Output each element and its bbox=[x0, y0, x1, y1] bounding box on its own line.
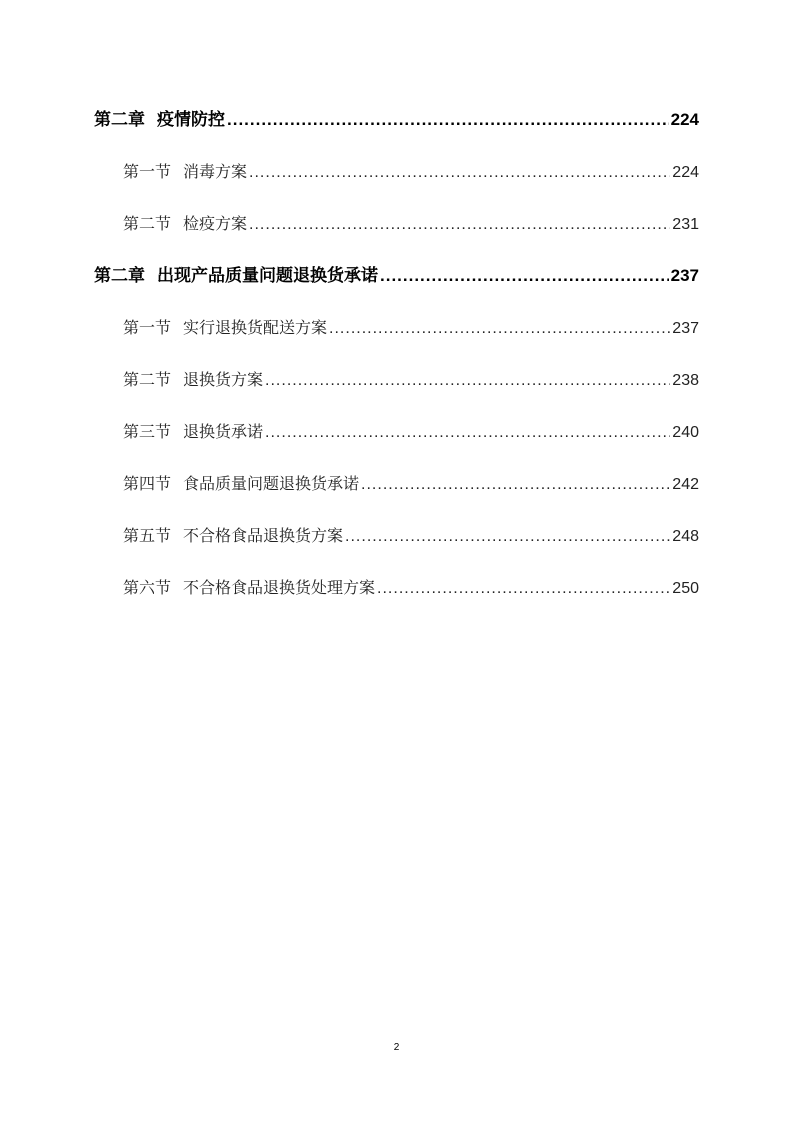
page-number: 2 bbox=[393, 1042, 400, 1053]
toc-entry-section[interactable] bbox=[94, 570, 699, 622]
toc-leader-dots bbox=[329, 311, 670, 347]
toc-leader-dots bbox=[265, 363, 670, 399]
toc-leader-dots bbox=[345, 519, 670, 555]
toc-entry-title: 不合格食品退换货处理方案 bbox=[183, 578, 376, 597]
toc-entry-label bbox=[123, 362, 263, 398]
toc-entry-title: 检疫方案 bbox=[183, 214, 248, 233]
toc-entry-prefix: 第五节 bbox=[123, 526, 172, 545]
toc-entry-section[interactable] bbox=[94, 310, 699, 362]
toc-entry-section[interactable] bbox=[94, 206, 699, 258]
toc-entry-section[interactable] bbox=[94, 518, 699, 570]
toc-entry-title: 不合格食品退换货方案 bbox=[183, 526, 344, 545]
toc-entry-prefix: 第二章 bbox=[94, 110, 145, 130]
toc-entry-label bbox=[123, 466, 359, 502]
toc-entry-prefix: 第一节 bbox=[123, 162, 172, 181]
toc-entry-label bbox=[123, 206, 247, 242]
toc-leader-dots bbox=[380, 258, 669, 294]
toc-entry-page: 242 bbox=[672, 476, 699, 493]
toc-entry-label bbox=[123, 310, 327, 346]
toc-entry-page: 250 bbox=[672, 580, 699, 597]
toc-entry-title: 出现产品质量问题退换货承诺 bbox=[157, 266, 378, 286]
toc-entry-title: 食品质量问题退换货承诺 bbox=[183, 474, 360, 493]
toc-entry-page: 237 bbox=[670, 266, 699, 285]
toc-entry-prefix: 第三节 bbox=[123, 422, 172, 441]
toc-entry-label bbox=[94, 258, 378, 294]
toc-entry-page: 240 bbox=[672, 424, 699, 441]
toc-entry-title: 疫情防控 bbox=[157, 110, 225, 130]
toc-entry-page: 237 bbox=[672, 320, 699, 337]
toc-entry-title: 退换货承诺 bbox=[183, 422, 264, 441]
toc-entry-prefix: 第一节 bbox=[123, 318, 172, 337]
toc-entry-title: 实行退换货配送方案 bbox=[183, 318, 328, 337]
toc-leader-dots bbox=[377, 571, 670, 607]
toc-entry-section[interactable] bbox=[94, 466, 699, 518]
toc-entry-page: 231 bbox=[672, 216, 699, 233]
toc-entry-page: 248 bbox=[672, 528, 699, 545]
toc-entry-page: 224 bbox=[672, 164, 699, 181]
toc-entry-label bbox=[94, 102, 225, 138]
toc-entry-prefix: 第二章 bbox=[94, 266, 145, 286]
toc-entry-title: 消毒方案 bbox=[183, 162, 248, 181]
toc-entry-prefix: 第六节 bbox=[123, 578, 172, 597]
toc-entry-chapter[interactable] bbox=[94, 258, 699, 310]
toc-entry-section[interactable] bbox=[94, 362, 699, 414]
toc-entry-label bbox=[123, 414, 263, 450]
toc-entry-title: 退换货方案 bbox=[183, 370, 264, 389]
toc-entry-label bbox=[123, 570, 375, 606]
toc-leader-dots bbox=[361, 467, 670, 503]
toc-entry-page: 224 bbox=[670, 110, 699, 129]
toc-entry-prefix: 第二节 bbox=[123, 370, 172, 389]
toc-entry-page: 238 bbox=[672, 372, 699, 389]
toc-leader-dots bbox=[227, 102, 669, 138]
toc-entry-prefix: 第四节 bbox=[123, 474, 172, 493]
toc-leader-dots bbox=[265, 415, 670, 451]
toc-entry-section[interactable] bbox=[94, 154, 699, 206]
toc-entry-prefix: 第二节 bbox=[123, 214, 172, 233]
toc-entry-section[interactable] bbox=[94, 414, 699, 466]
toc-leader-dots bbox=[249, 155, 670, 191]
toc-entry-chapter[interactable] bbox=[94, 102, 699, 154]
toc-entry-label bbox=[123, 154, 247, 190]
toc-leader-dots bbox=[249, 207, 670, 243]
table-of-contents bbox=[94, 102, 699, 622]
toc-entry-label bbox=[123, 518, 343, 554]
